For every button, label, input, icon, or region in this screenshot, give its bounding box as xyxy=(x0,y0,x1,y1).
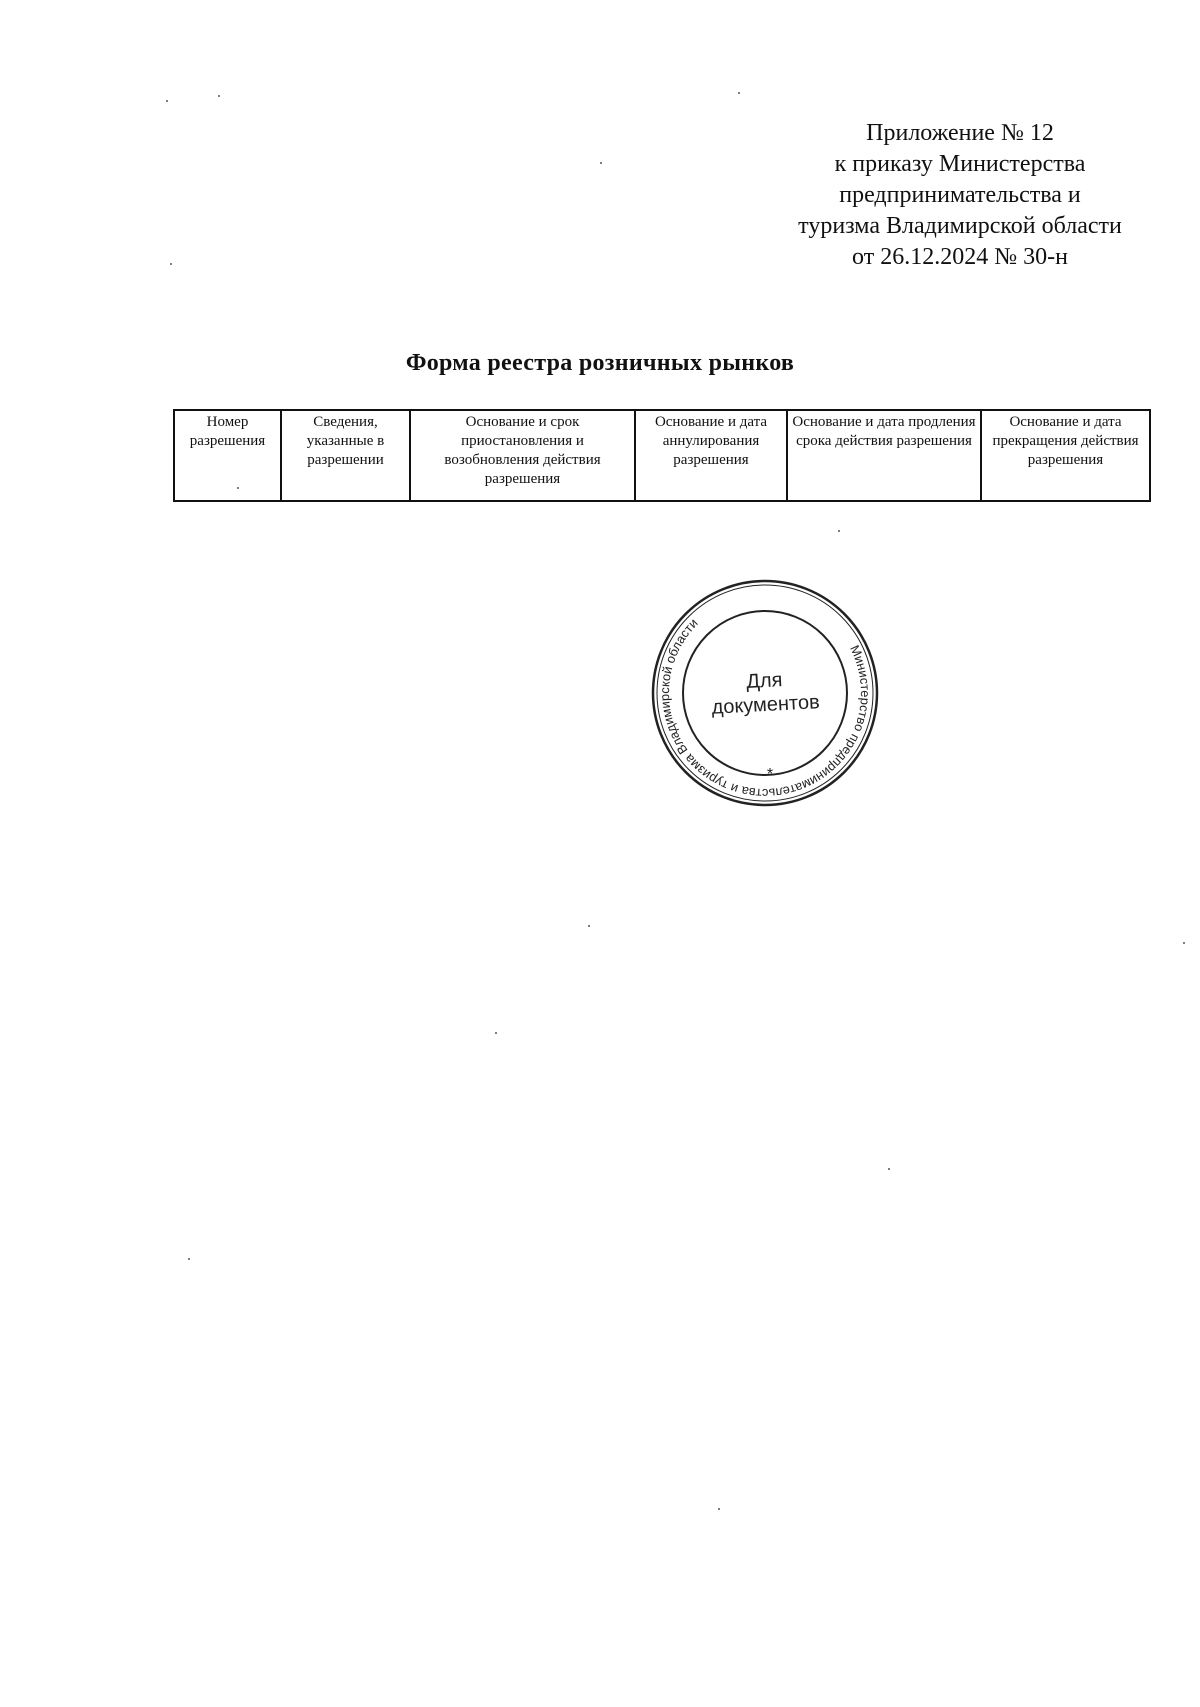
header-permit-details: Сведения, указанные в разрешении xyxy=(281,410,410,501)
appendix-line: от 26.12.2024 № 30-н xyxy=(852,244,1068,270)
header-termination-basis: Основание и дата прекращения действия разрешения xyxy=(981,410,1150,501)
seal-ring-text: Министерство предпринимательства и туризма Владимирской области xyxy=(656,615,874,802)
appendix-line: предпринимательства и xyxy=(839,182,1081,208)
header-extension-basis: Основание и дата продления срока действия разрешения xyxy=(787,410,981,501)
registry-table xyxy=(173,409,1151,502)
header-suspension-basis: Основание и срок приостановления и возобновления действия разрешения xyxy=(410,410,635,501)
scan-speck xyxy=(838,530,840,532)
scan-speck xyxy=(600,162,602,164)
appendix-block xyxy=(740,118,1180,273)
scan-speck xyxy=(495,1032,497,1034)
table-header-row xyxy=(174,410,1150,501)
form-title: Форма реестра розничных рынков xyxy=(405,350,795,376)
scan-speck xyxy=(166,100,168,102)
seal-center-line: документов xyxy=(711,691,821,719)
seal-center-line: Для xyxy=(745,669,783,693)
scan-speck xyxy=(718,1508,720,1510)
appendix-line: туризма Владимирской области xyxy=(798,213,1122,239)
scan-speck xyxy=(237,487,239,489)
scan-speck xyxy=(738,92,740,94)
scan-speck xyxy=(588,925,590,927)
scan-speck xyxy=(170,263,172,265)
appendix-line: к приказу Министерства xyxy=(834,151,1086,177)
seal-center xyxy=(644,572,886,814)
scan-speck xyxy=(888,1168,890,1170)
header-permit-number: Номер разрешения xyxy=(174,410,281,501)
official-seal xyxy=(650,578,880,808)
scan-speck xyxy=(1183,942,1185,944)
scan-speck xyxy=(188,1258,190,1260)
appendix-line: Приложение № 12 xyxy=(866,120,1054,146)
seal-star: * xyxy=(766,766,774,783)
scan-speck xyxy=(218,95,220,97)
header-annulment-basis: Основание и дата аннулирования разрешения xyxy=(635,410,787,501)
